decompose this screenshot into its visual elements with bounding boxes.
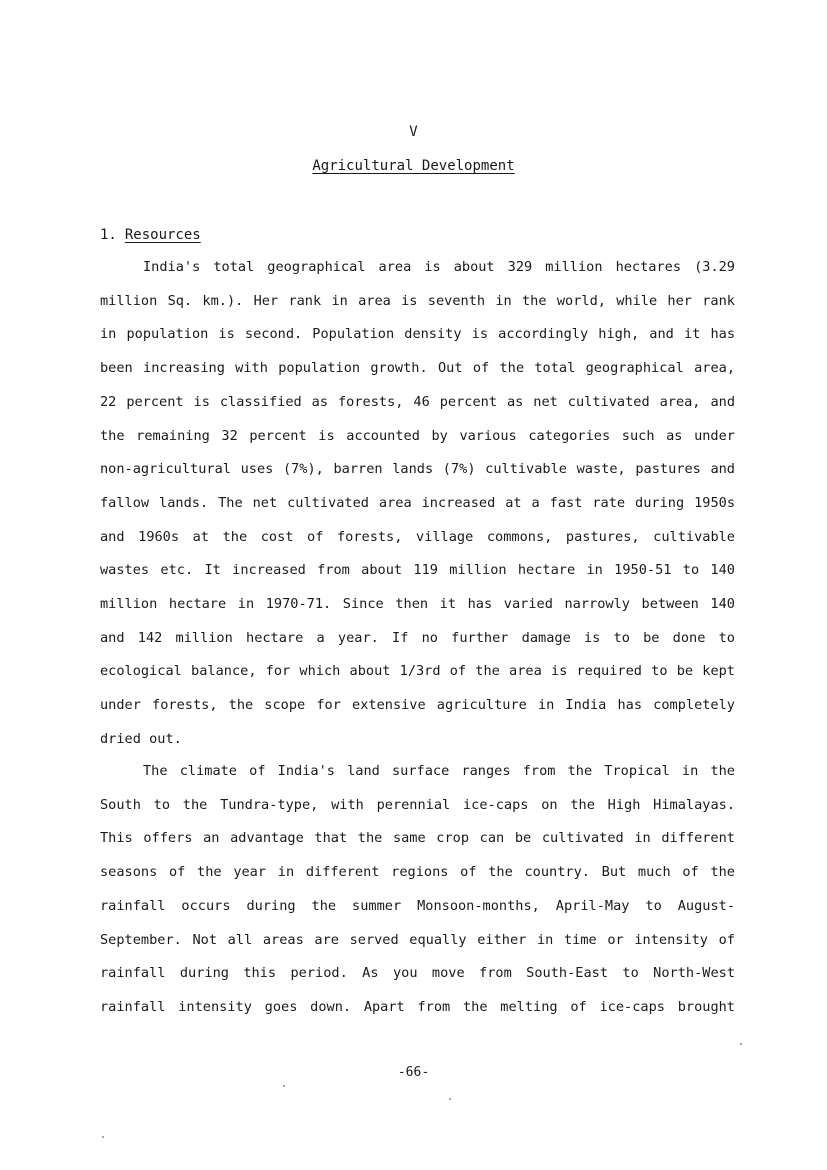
text-line: million Sq. km.). Her rank in area is seventh in the world, while her rank	[100, 292, 735, 309]
text-line: fallow lands. The net cultivated area increased at a fast rate during 1950s	[100, 494, 735, 511]
text-line: in population is second. Population density is accordingly high, and it has	[100, 326, 735, 343]
text-line: This offers an advantage that the same crop can be cultivated in different	[100, 830, 735, 847]
scan-speck	[740, 1043, 742, 1045]
text-line: and 1960s at the cost of forests, village commons, pastures, cultivable	[100, 528, 735, 545]
text-line: South to the Tundra-type, with perennial ice-caps on the High Himalayas.	[100, 796, 735, 813]
text-line: wastes etc. It increased from about 119 million hectare in 1950-51 to 140	[100, 562, 735, 579]
text-line: rainfall during this period. As you move from South-East to North-West	[100, 965, 735, 982]
chapter-title-text: Agricultural Development	[312, 158, 515, 174]
chapter-title	[0, 158, 827, 174]
text-line: under forests, the scope for extensive agriculture in India has completely	[100, 697, 735, 714]
text-line: non-agricultural uses (7%), barren lands (7%) cultivable waste, pastures and	[100, 461, 735, 478]
text-line: million hectare in 1970-71. Since then it has varied narrowly between 140	[100, 596, 735, 612]
text-line: rainfall occurs during the summer Monsoon-months, April-May to August-	[100, 897, 735, 914]
text-line: September. Not all areas are served equally either in time or intensity of	[100, 931, 735, 948]
page-number: -66-	[397, 1065, 430, 1080]
chapter-number: V	[409, 124, 418, 140]
text-line: rainfall intensity goes down. Apart from the melting of ice-caps brought	[100, 998, 735, 1015]
text-line: seasons of the year in different regions of the country. But much of the	[100, 864, 735, 881]
text-line: ecological balance, for which about 1/3rd of the area is required to be kept	[100, 663, 735, 680]
text-line: the remaining 32 percent is accounted by various categories such as under	[100, 427, 735, 444]
section-title: Resources	[124, 227, 201, 243]
scan-speck	[449, 1098, 451, 1100]
text-line: and 142 million hectare a year. If no further damage is to be done to	[100, 629, 735, 646]
section-number: 1.	[100, 227, 117, 243]
text-line: The climate of India's land surface ranges from the Tropical in the	[143, 763, 735, 779]
scan-speck	[102, 1136, 104, 1138]
text-line: been increasing with population growth. Out of the total geographical area,	[100, 360, 735, 377]
section-heading	[100, 227, 201, 243]
scan-speck	[283, 1085, 285, 1087]
text-line: 22 percent is classified as forests, 46 percent as net cultivated area, and	[100, 393, 735, 410]
text-line: India's total geographical area is about 329 million hectares (3.29	[143, 259, 735, 275]
text-line: dried out.	[100, 730, 182, 747]
